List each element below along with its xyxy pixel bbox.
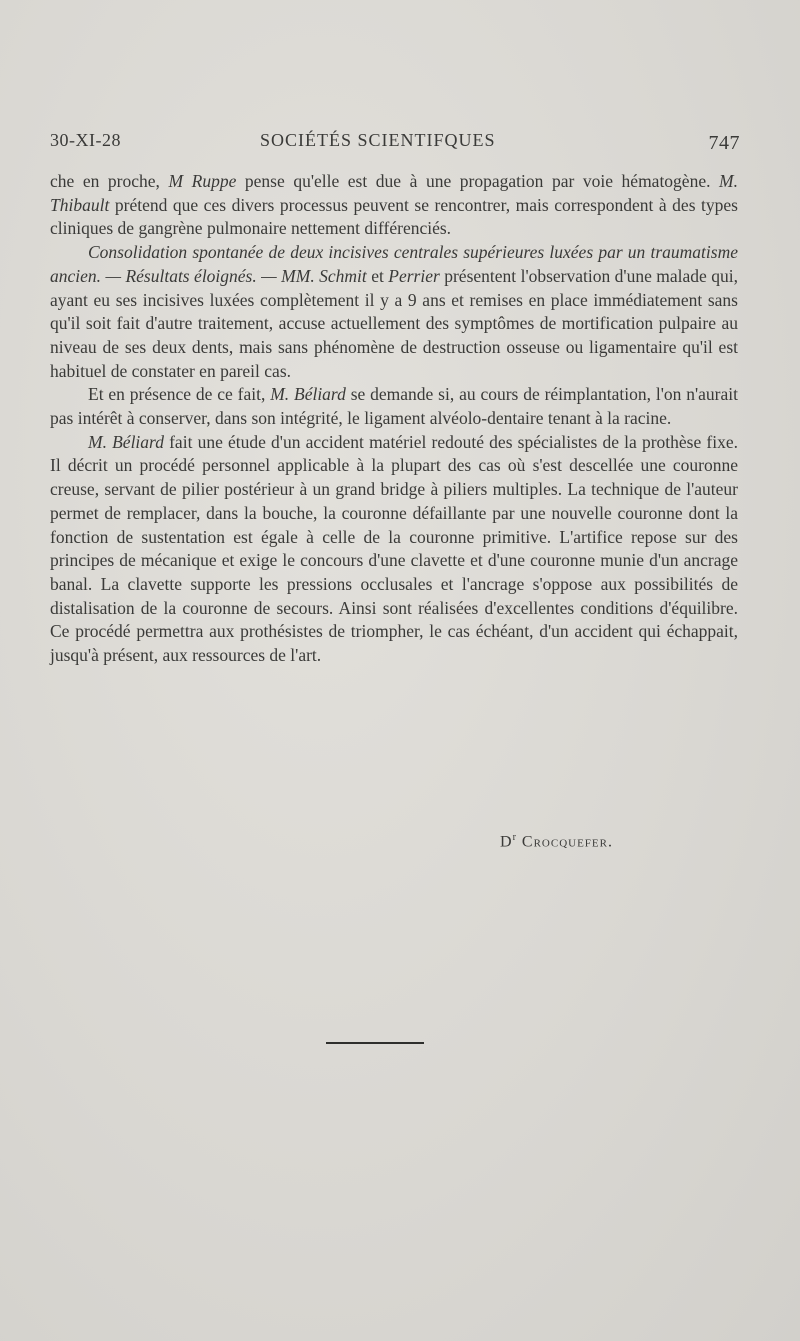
running-header [50,126,740,156]
header-title: SOCIÉTÉS SCIENTIFQUES [260,130,496,150]
text-run: prétend que ces divers processus peuvent se rencontrer, mais correspondent à des types cliniques de gangrène pulmonaire nettement différenciés. [50,194,738,239]
person-name: M. Béliard [270,384,346,405]
title-sup: r [512,832,517,843]
text-run: fait une étude d'un accident matériel redouté des spécialistes de la prothèse fixe. Il décrit un procédé personnel applicable à la plupart des cas où s'est descellée une couronne creuse, servant de pilier postérieur à un grand bridge à piliers multiples. La technique de l'auteur permet de remplacer, dans la bouche, la couronne défaillante par une nouvelle couronne dont la fonction de sustentation est égale à celle de la couronne primitive. L'artifice repose sur des principes de mécanique et exige le concours d'une clavette et d'une couronne munie d'un ancrage banal. La clavette supporte les pressions occlusales et l'ancrage s'oppose aux possibilités de distalisation de la couronne de secours. Ainsi sont réalisées d'excellentes conditions d'équilibre. Ce procédé permettra aux prothésistes de triompher, le cas échéant, d'un accident qui échappait, jusqu'à présent, aux ressources de l'art. [50,431,738,666]
title-abbrev: D [500,833,513,851]
text-run: pense qu'elle est due à une propagation par voie hématogène. [236,171,720,191]
text-run: Et en présence de ce fait, [88,384,271,405]
author-name: Crocquefer. [521,833,613,851]
paragraph-4 [50,431,738,668]
end-rule [326,1042,424,1044]
paragraph-2 [50,241,738,383]
text-run: se demande si, au cours de réimplantation, l'on n'aurait pas intérêt à conserver, dans son intégrité, le ligament alvéolo-dentaire tenant à la racine. [50,384,738,429]
author-signature [500,832,613,851]
paragraph-1 [50,170,738,241]
person-name: M. Thibault [50,171,738,215]
header-date: 30-XI-28 [50,130,121,150]
section-title: Consolidation spontanée de deux incisives centrales supérieures luxées par un traumatisme ancien. — Résultats éloignés. — MM. Schmit [50,242,738,286]
text-run: présentent l'observation d'une malade qui, ayant eu ses incisives luxées complètement il y a 9 ans et remises en place immédiatement sans qu'il soit fait d'autre traitement, accuse actuellement des symptômes de mortification pulpaire au niveau de ses deux dents, mais sans phénomène de destruction osseuse ou ligamentaire qu'il est habituel de constater en pareil cas. [50,265,738,381]
page-number: 747 [708,132,740,154]
person-name: M Ruppe [168,171,237,191]
person-name: M. Béliard [88,431,164,452]
text-run: che en proche, [50,171,169,191]
paragraph-3 [50,383,738,430]
article-body [50,170,738,668]
person-name: Perrier [388,265,440,286]
text-run: et [366,265,389,286]
